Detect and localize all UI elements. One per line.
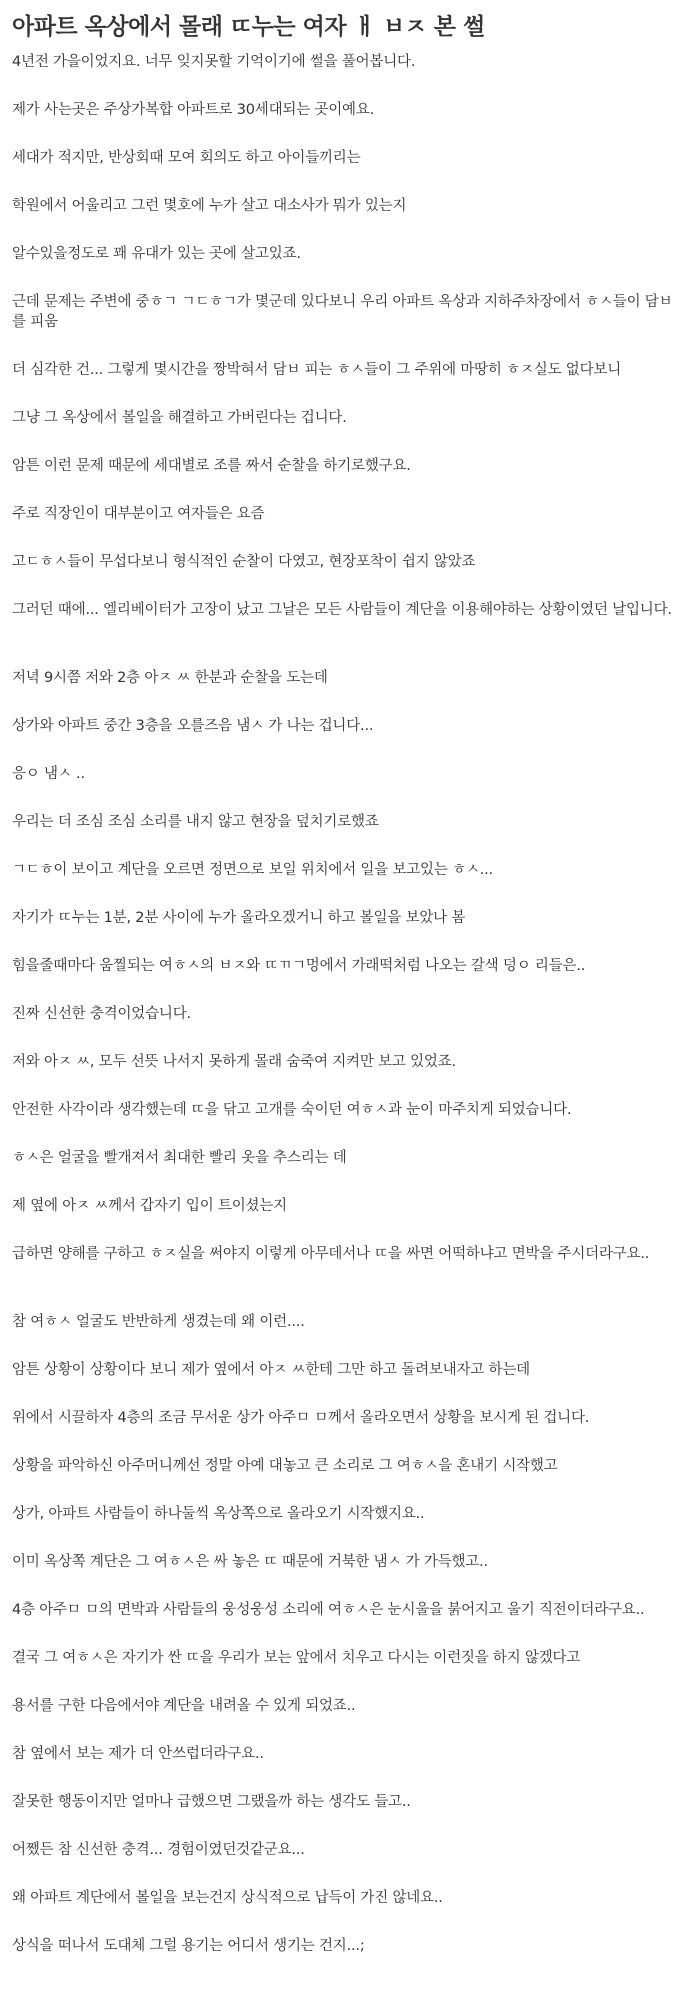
paragraph: 학원에서 어울리고 그런 몇호에 누가 살고 대소사가 뭐가 있는지 [12,198,407,214]
paragraph: 우리는 더 조심 조심 소리를 내지 않고 현장을 덮치기로했죠 [12,814,379,830]
paragraph: 잘못한 행동이지만 얼마나 급했으면 그랬을까 하는 생각도 들고.. [12,1794,411,1810]
paragraph: 상황을 파악하신 아주머니께선 정말 아예 대놓고 큰 소리로 그 여ㅎㅅ을 혼내기 시작했고 [12,1458,558,1474]
paragraph: 제가 사는곳은 주상가복합 아파트로 30세대되는 곳이예요. [12,102,375,118]
paragraph: 4층 아주ㅁ ㅁ의 면박과 사람들의 웅성웅성 소리에 여ㅎㅅ은 눈시울을 붉어지고 울기 직전이더라구요.. [12,1602,645,1618]
paragraph: 고ㄷㅎㅅ들이 무섭다보니 형식적인 순찰이 다였고, 현장포착이 쉽지 않았죠 [12,554,476,570]
paragraph: 어쨌든 참 신선한 충격... 경험이였던것같군요... [12,1842,305,1858]
paragraph: 이미 옥상쪽 계단은 그 여ㅎㅅ은 싸 놓은 ㄸ 때문에 거북한 냄ㅅ 가 가득했고.. [12,1554,488,1570]
paragraph: 참 옆에서 보는 제가 더 안쓰럽더라구요.. [12,1746,264,1762]
paragraph: ㄱㄷㅎ이 보이고 계단을 오르면 정면으로 보일 위치에서 일을 보고있는 ㅎㅅ... [12,862,493,878]
paragraph: 안전한 사각이라 생각했는데 ㄸ을 닦고 고개를 숙이던 여ㅎㅅ과 눈이 마주치게 되었습니다. [12,1102,572,1118]
paragraph: 상가와 아파트 중간 3층을 오를즈음 냄ㅅ 가 나는 겁니다... [12,718,374,734]
paragraph: 알수있을정도로 꽤 유대가 있는 곳에 살고있죠. [12,246,301,262]
paragraph: 그냥 그 옥상에서 볼일을 해결하고 가버린다는 겁니다. [12,410,347,426]
paragraph: 결국 그 여ㅎㅅ은 자기가 싼 ㄸ을 우리가 보는 앞에서 치우고 다시는 이런짓을 하지 않겠다고 [12,1650,581,1666]
paragraph: ㅎㅅ은 얼굴을 빨개져서 최대한 빨리 옷을 추스리는 데 [12,1150,347,1166]
paragraph: 암튼 상황이 상황이다 보니 제가 옆에서 아ㅈ ㅆ한테 그만 하고 돌려보내자고 하는데 [12,1362,530,1378]
paragraph: 저녁 9시쯤 저와 2층 아ㅈ ㅆ 한분과 순찰을 도는데 [12,670,328,686]
paragraph: 세대가 적지만, 반상회때 모여 회의도 하고 아이들끼리는 [12,150,361,166]
post-title: 아파트 옥상에서 몰래 ㄸ누는 여자 ㅐ ㅂㅈ 본 썰 [12,14,485,40]
paragraph: 제 옆에 아ㅈ ㅆ께서 갑자기 입이 트이셨는지 [12,1198,287,1214]
paragraph: 힘을줄때마다 움찔되는 여ㅎㅅ의 ㅂㅈ와 ㄸㄲㄱ멍에서 가래떡처럼 나오는 갈색 덩ㅇ 리들은.. [12,958,586,974]
post-body [12,48,690,1980]
paragraph: 응ㅇ 냄ㅅ .. [12,766,85,782]
paragraph: 진짜 신선한 충격이었습니다. [12,1006,191,1022]
paragraph: 급하면 양해를 구하고 ㅎㅈ실을 써야지 이렇게 아무데서나 ㄸ을 싸면 어떡하냐고 면박을 주시더라구요.. [12,1246,650,1262]
paragraph: 상가, 아파트 사람들이 하나둘씩 옥상쪽으로 올라오기 시작했지요.. [12,1506,425,1522]
paragraph: 용서를 구한 다음에서야 계단을 내려올 수 있게 되었죠.. [12,1698,356,1714]
paragraph: 4년전 가을이었지요. 너무 잊지못할 기억이기에 썰을 풀어봅니다. [12,54,416,70]
paragraph: 암튼 이런 문제 때문에 세대별로 조를 짜서 순찰을 하기로했구요. [12,458,411,474]
paragraph: 자기가 ㄸ누는 1분, 2분 사이에 누가 올라오겠거니 하고 볼일을 보았나 봄 [12,910,466,926]
paragraph: 주로 직장인이 대부분이고 여자들은 요즘 [12,506,265,522]
paragraph: 근데 문제는 주변에 중ㅎㄱ ㄱㄷㅎㄱ가 몇군데 있다보니 우리 아파트 옥상과 지하주차장에서 ㅎㅅ들이 담ㅂ 를 피움 [12,294,673,330]
paragraph: 위에서 시끌하자 4층의 조금 무서운 상가 아주ㅁ ㅁ께서 올라오면서 상황을 보시게 된 겁니다. [12,1410,590,1426]
paragraph: 그러던 때에... 엘리베이터가 고장이 났고 그날은 모든 사람들이 계단을 이용해야하는 상황이였던 날입니다. [12,602,672,618]
paragraph: 참 여ㅎㅅ 얼굴도 반반하게 생겼는데 왜 이런.... [12,1314,305,1330]
paragraph: 왜 아파트 계단에서 볼일을 보는건지 상식적으로 납득이 가진 않네요.. [12,1890,443,1906]
paragraph: 저와 아ㅈ ㅆ, 모두 선뜻 나서지 못하게 몰래 숨죽여 지켜만 보고 있었죠. [12,1054,456,1070]
paragraph: 상식을 떠나서 도대체 그럴 용기는 어디서 생기는 건지...; [12,1938,365,1954]
paragraph: 더 심각한 건... 그렇게 몇시간을 짱박혀서 담ㅂ 피는 ㅎㅅ들이 그 주위에 마땅히 ㅎㅈ실도 없다보니 [12,362,622,378]
